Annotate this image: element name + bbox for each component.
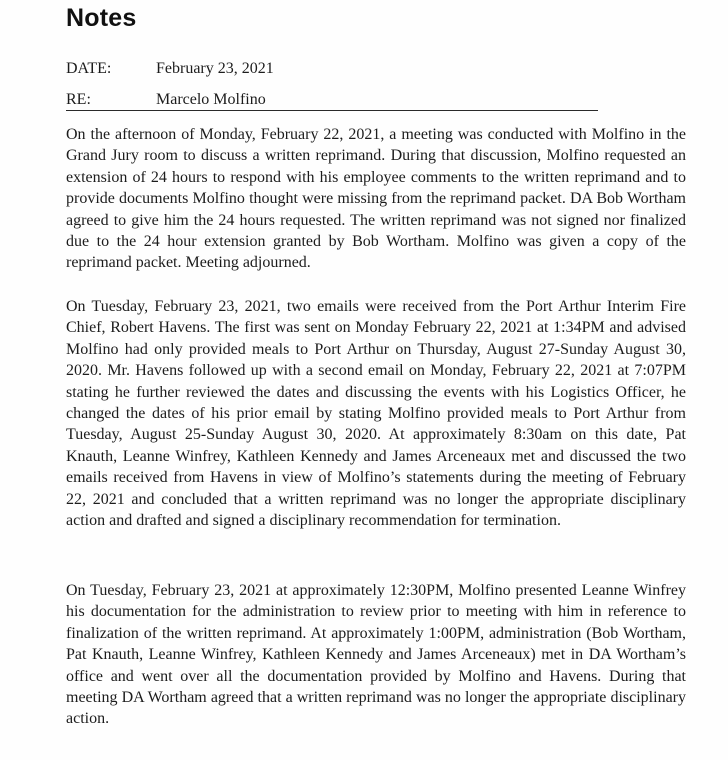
paragraph-meeting-reprimand: On the afternoon of Monday, February 22, 2021, a meeting was conducted with Molfino in the Grand Jury room to discuss a written reprimand. During that discussion, Molfino requested an extension of 24 hours to respond with his employee comments to the written reprimand and to provide documents Molfino thought were missing from the reprimand packet. DA Bob Wortham agreed to give him the 24 hours requested. The written reprimand was not signed nor finalized due to the 24 hour extension granted by Bob Wortham. Molfino was given a copy of the reprimand packet. Meeting adjourned. [66, 126, 686, 272]
notes-title: Notes [66, 4, 137, 32]
paragraph-administration-meeting: On Tuesday, February 23, 2021 at approximately 12:30PM, Molfino presented Leanne Winfrey his documentation for the administration to review prior to meeting with him in reference to finalization of the written reprimand. At approximately 1:00PM, administration (Bob Wortham, Pat Knauth, Leanne Winfrey, Kathleen Kennedy and James Arceneaux) met in DA Wortham’s office and went over all the documentation provided by Molfino and Havens. During that meeting DA Wortham agreed that a written reprimand was no longer the appropriate disciplinary action. [66, 582, 686, 728]
date-label: DATE: [66, 60, 112, 77]
paragraph-havens-emails: On Tuesday, February 23, 2021, two emails were received from the Port Arthur Interim Fire Chief, Robert Havens. The first was sent on Monday February 22, 2021 at 1:34PM and advised Molfino had only provided meals to Port Arthur on Thursday, August 27-Sunday August 30, 2020. Mr. Havens followed up with a second email on Monday, February 22, 2021 at 7:07PM stating he further reviewed the dates and discussing the events with his Logistics Officer, he changed the dates of his prior email by stating Molfino provided meals to Port Arthur from Tuesday, August 25-Sunday August 30, 2020. At approximately 8:30am on this date, Pat Knauth, Leanne Winfrey, Kathleen Kennedy and James Arceneaux met and discussed the two emails received from Havens in view of Molfino’s statements during the meeting of February 22, 2021 and concluded that a written reprimand was no longer the appropriate disciplinary action and drafted and signed a disciplinary recommendation for termination. [66, 298, 686, 530]
re-value: Marcelo Molfino [156, 91, 266, 108]
date-value: February 23, 2021 [156, 60, 274, 77]
re-label: RE: [66, 91, 91, 108]
re-row [66, 91, 598, 111]
